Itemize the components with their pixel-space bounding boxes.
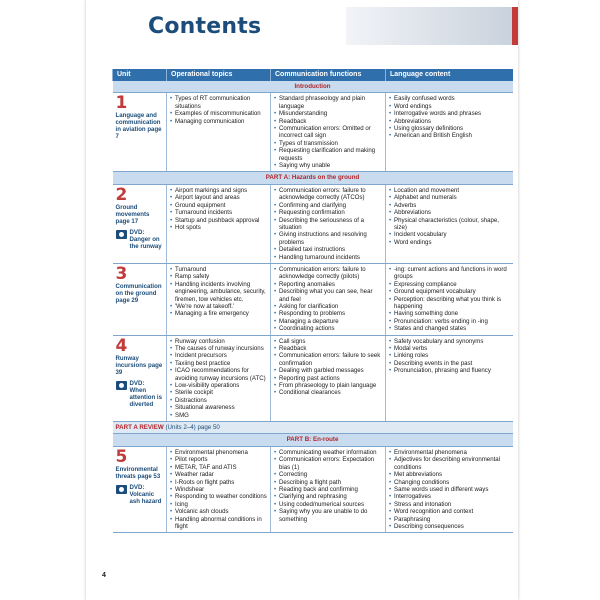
list-item: • The causes of runway incursions: [170, 345, 267, 352]
list-item: • Examples of miscommunication: [170, 110, 267, 117]
unit-number: 1: [115, 93, 128, 114]
list-item: • Runway confusion: [170, 338, 267, 345]
list-item: • Responding to problems: [274, 310, 382, 317]
list-item: • Safety vocabulary and synonyms: [389, 338, 510, 345]
dvd-block: [116, 229, 164, 250]
header-communication-functions: Communication functions: [271, 69, 386, 81]
list-item: • Icing: [170, 501, 267, 508]
section-title: Introduction: [113, 81, 513, 93]
operational-topics-cell: [167, 446, 271, 532]
list-item: • Distractions: [170, 397, 267, 404]
list-item: • Giving instructions and resolving problems: [274, 231, 382, 246]
list-item: • Saying why you are unable to do something: [274, 508, 382, 523]
list-item: • Stress and intonation: [389, 501, 510, 508]
list-item: • Requesting clarification and making requests: [274, 147, 382, 162]
operational-topics-cell: [167, 263, 271, 335]
list-item: • Describing consequences: [389, 523, 510, 530]
list-item: • Alphabet and numerals: [389, 194, 510, 201]
unit-title-link[interactable]: Ground movements page 17: [115, 203, 150, 225]
language-content-cell: [386, 263, 513, 335]
list-item: • Readback: [274, 118, 382, 125]
dvd-icon: [116, 485, 127, 494]
list-item: • Describing the seriousness of a situation: [274, 217, 382, 232]
list-item: • Changing conditions: [389, 479, 510, 486]
list-item: • Ground equipment: [170, 202, 267, 209]
section-intro-row: [113, 81, 513, 93]
communication-functions-list: [274, 338, 382, 397]
list-item: • I-Roots on flight paths: [170, 479, 267, 486]
list-item: • Paraphrasing: [389, 516, 510, 523]
dvd-title: [130, 229, 164, 250]
communication-functions-list: [274, 449, 382, 523]
list-item: • Types of RT communication situations: [170, 95, 267, 110]
list-item: • Communication errors: failure to acknowledge correctly (pilots): [274, 266, 382, 281]
list-item: • American and British English: [389, 132, 510, 139]
list-item: • Requesting confirmation: [274, 209, 382, 216]
list-item: • Adjectives for describing environmental conditions: [389, 456, 510, 471]
operational-topics-list: [170, 266, 267, 318]
list-item: • Turnaround: [170, 266, 267, 273]
communication-functions-cell: [271, 93, 386, 172]
unit-title-link[interactable]: Language and communication in aviation page 7: [115, 112, 162, 141]
operational-topics-list: [170, 95, 267, 125]
list-item: • From phraseology to plain language: [274, 382, 382, 389]
list-item: • Pilot reports: [170, 456, 267, 463]
dvd-label: DVD:: [129, 483, 145, 491]
unit-cell: [113, 93, 167, 172]
list-item: • Communication errors: Omitted or incorrect call sign: [274, 125, 382, 140]
dvd-title: [130, 380, 164, 408]
list-item: • Managing a fire emergency: [170, 310, 267, 317]
list-item: • Environmental phenomena: [170, 449, 267, 456]
list-item: • Same words used in different ways: [389, 486, 510, 493]
list-item: • Pronunciation, phrasing and fluency: [389, 367, 510, 374]
list-item: • Adverbs: [389, 202, 510, 209]
header-language-content: Language content: [386, 69, 513, 81]
list-item: • Describing a flight path: [274, 479, 382, 486]
section-part-a-row: [113, 172, 513, 184]
section-part-b-row: [113, 434, 513, 446]
list-item: • Ramp safety: [170, 273, 267, 280]
list-item: • Hot spots: [170, 224, 267, 231]
table-header-row: [113, 69, 513, 81]
review-page-ref: (Units 2–4) page 50: [165, 424, 220, 432]
language-content-list: [389, 266, 510, 333]
operational-topics-cell: [167, 335, 271, 421]
list-item: • Abbreviations: [389, 209, 510, 216]
dvd-title: [130, 484, 164, 505]
language-content-list: [389, 449, 510, 530]
list-item: • Startup and pushback approval: [170, 217, 267, 224]
list-item: • Reading back and confirming: [274, 486, 382, 493]
dvd-label: DVD:: [129, 379, 145, 387]
list-item: • Dealing with garbled messages: [274, 367, 382, 374]
unit-row: [113, 263, 513, 335]
unit-row: [113, 335, 513, 421]
operational-topics-cell: [167, 184, 271, 263]
book-page: [86, 0, 518, 600]
header-unit: Unit: [113, 69, 167, 81]
communication-functions-cell: [271, 184, 386, 263]
list-item: • Sterile cockpit: [170, 389, 267, 396]
language-content-cell: [386, 335, 513, 421]
section-title: PART B: En-route: [113, 434, 513, 446]
unit-row: [113, 93, 513, 172]
list-item: • Call signs: [274, 338, 382, 345]
list-item: • Describing what you can see, hear and feel: [274, 288, 382, 303]
list-item: • Types of transmission: [274, 140, 382, 147]
list-item: • Easily confused words: [389, 95, 510, 102]
operational-topics-cell: [167, 93, 271, 172]
dvd-icon: [116, 381, 127, 390]
language-content-cell: [386, 446, 513, 532]
list-item: • Correcting: [274, 471, 382, 478]
dvd-icon: [116, 230, 127, 239]
list-item: • -ing: current actions and functions in word groups: [389, 266, 510, 281]
language-content-cell: [386, 184, 513, 263]
list-item: • Managing a departure: [274, 318, 382, 325]
list-item: • Detailed taxi instructions: [274, 246, 382, 253]
list-item: • Physical characteristics (colour, shape, size): [389, 217, 510, 232]
title-decoration-bar: [346, 7, 518, 45]
list-item: • Turnaround incidents: [170, 209, 267, 216]
list-item: • SMG: [170, 412, 267, 419]
dvd-block: [116, 380, 164, 408]
list-item: • Situational awareness: [170, 404, 267, 411]
list-item: • Using coded/numerical sources: [274, 501, 382, 508]
communication-functions-cell: [271, 263, 386, 335]
list-item: • Saying why unable: [274, 162, 382, 169]
operational-topics-list: [170, 449, 267, 530]
dvd-label: DVD:: [129, 228, 145, 236]
list-item: • ICAO recommendations for avoiding runway incursions (ATC): [170, 367, 267, 382]
unit-title-link[interactable]: Environmental threats page 53: [115, 465, 161, 480]
list-item: • Describing events in the past: [389, 360, 510, 367]
list-item: • Taxiing best practice: [170, 360, 267, 367]
list-item: • Word endings: [389, 103, 510, 110]
list-item: • Using glossary definitions: [389, 125, 510, 132]
dvd-block: [116, 484, 164, 505]
unit-cell: [113, 263, 167, 335]
list-item: • Linking roles: [389, 352, 510, 359]
dvd-episode-title: When attention is diverted: [129, 386, 163, 408]
list-item: • Airport layout and areas: [170, 194, 267, 201]
list-item: • Word recognition and context: [389, 508, 510, 515]
list-item: • METAR, TAF and ATIS: [170, 464, 267, 471]
dvd-episode-title: Danger on the runway: [129, 235, 162, 250]
operational-topics-list: [170, 338, 267, 419]
list-item: • Handling incidents involving engineering, ambulance, security, firemen, tow vehicles etc.: [170, 281, 267, 303]
list-item: • Interrogative words and phrases: [389, 110, 510, 117]
list-item: • Conditional clearances: [274, 389, 382, 396]
list-item: • Handling abnormal conditions in flight: [170, 516, 267, 531]
list-item: • Clarifying and rephrasing: [274, 493, 382, 500]
unit-number: 2: [115, 184, 128, 205]
list-item: • Incident vocabulary: [389, 231, 510, 238]
list-item: • Having something done: [389, 310, 510, 317]
list-item: • Low-visibility operations: [170, 382, 267, 389]
list-item: • Incident precursors: [170, 352, 267, 359]
list-item: • Pronunciation: verbs ending in -ing: [389, 318, 510, 325]
list-item: • Weather radar: [170, 471, 267, 478]
list-item: • Met abbreviations: [389, 471, 510, 478]
part-a-review-row: [113, 422, 513, 434]
unit-number: 4: [115, 335, 128, 356]
title-edge-stripe: [512, 7, 518, 45]
list-item: • Environmental phenomena: [389, 449, 510, 456]
communication-functions-cell: [271, 446, 386, 532]
header-operational-topics: Operational topics: [167, 69, 271, 81]
list-item: • Word endings: [389, 239, 510, 246]
list-item: • Ground equipment vocabulary: [389, 288, 510, 295]
unit-number: 3: [115, 263, 128, 284]
title-band: [86, 0, 518, 52]
dvd-episode-title: Volcanic ash hazard: [129, 490, 162, 505]
list-item: • Confirming and clarifying: [274, 202, 382, 209]
language-content-list: [389, 187, 510, 246]
list-item: • Managing communication: [170, 118, 267, 125]
communication-functions-list: [274, 266, 382, 333]
list-item: • States and changed states: [389, 325, 510, 332]
list-item: • Standard phraseology and plain language: [274, 95, 382, 110]
list-item: • Misunderstanding: [274, 110, 382, 117]
list-item: • Modal verbs: [389, 345, 510, 352]
list-item: • Reporting anomalies: [274, 281, 382, 288]
communication-functions-list: [274, 187, 382, 261]
unit-number: 5: [115, 446, 128, 467]
list-item: • Perception: describing what you think is happening: [389, 296, 510, 311]
communication-functions-cell: [271, 335, 386, 421]
list-item: • Reporting past actions: [274, 375, 382, 382]
page-title: Contents: [148, 14, 262, 39]
unit-row: [113, 446, 513, 532]
list-item: • Location and movement: [389, 187, 510, 194]
list-item: • Asking for clarification: [274, 303, 382, 310]
list-item: • Communication errors: Expectation bias (1): [274, 456, 382, 471]
review-label: PART A REVIEW: [115, 424, 164, 432]
contents-table: [112, 69, 513, 533]
unit-title-link[interactable]: Communication on the ground page 29: [115, 282, 162, 304]
unit-cell: [113, 446, 167, 532]
list-item: • 'We're now at takeoff.': [170, 303, 267, 310]
list-item: • Coordinating actions: [274, 325, 382, 332]
list-item: • Responding to weather conditions: [170, 493, 267, 500]
list-item: • Communication errors: failure to seek confirmation: [274, 352, 382, 367]
communication-functions-list: [274, 95, 382, 169]
unit-row: [113, 184, 513, 263]
unit-cell: [113, 335, 167, 421]
list-item: • Interrogatives: [389, 493, 510, 500]
language-content-list: [389, 95, 510, 139]
review-cell: [113, 422, 513, 434]
list-item: • Communication errors: failure to acknowledge correctly (ATCOs): [274, 187, 382, 202]
unit-cell: [113, 184, 167, 263]
list-item: • Airport markings and signs: [170, 187, 267, 194]
section-title: PART A: Hazards on the ground: [113, 172, 513, 184]
list-item: • Communicating weather information: [274, 449, 382, 456]
operational-topics-list: [170, 187, 267, 231]
list-item: • Windshear: [170, 486, 267, 493]
list-item: • Expressing compliance: [389, 281, 510, 288]
list-item: • Handling turnaround incidents: [274, 254, 382, 261]
page-number: 4: [102, 572, 106, 579]
list-item: • Abbreviations: [389, 118, 510, 125]
unit-title-link[interactable]: Runway incursions page 39: [115, 354, 163, 376]
list-item: • Volcanic ash clouds: [170, 508, 267, 515]
language-content-cell: [386, 93, 513, 172]
language-content-list: [389, 338, 510, 375]
list-item: • Readback: [274, 345, 382, 352]
